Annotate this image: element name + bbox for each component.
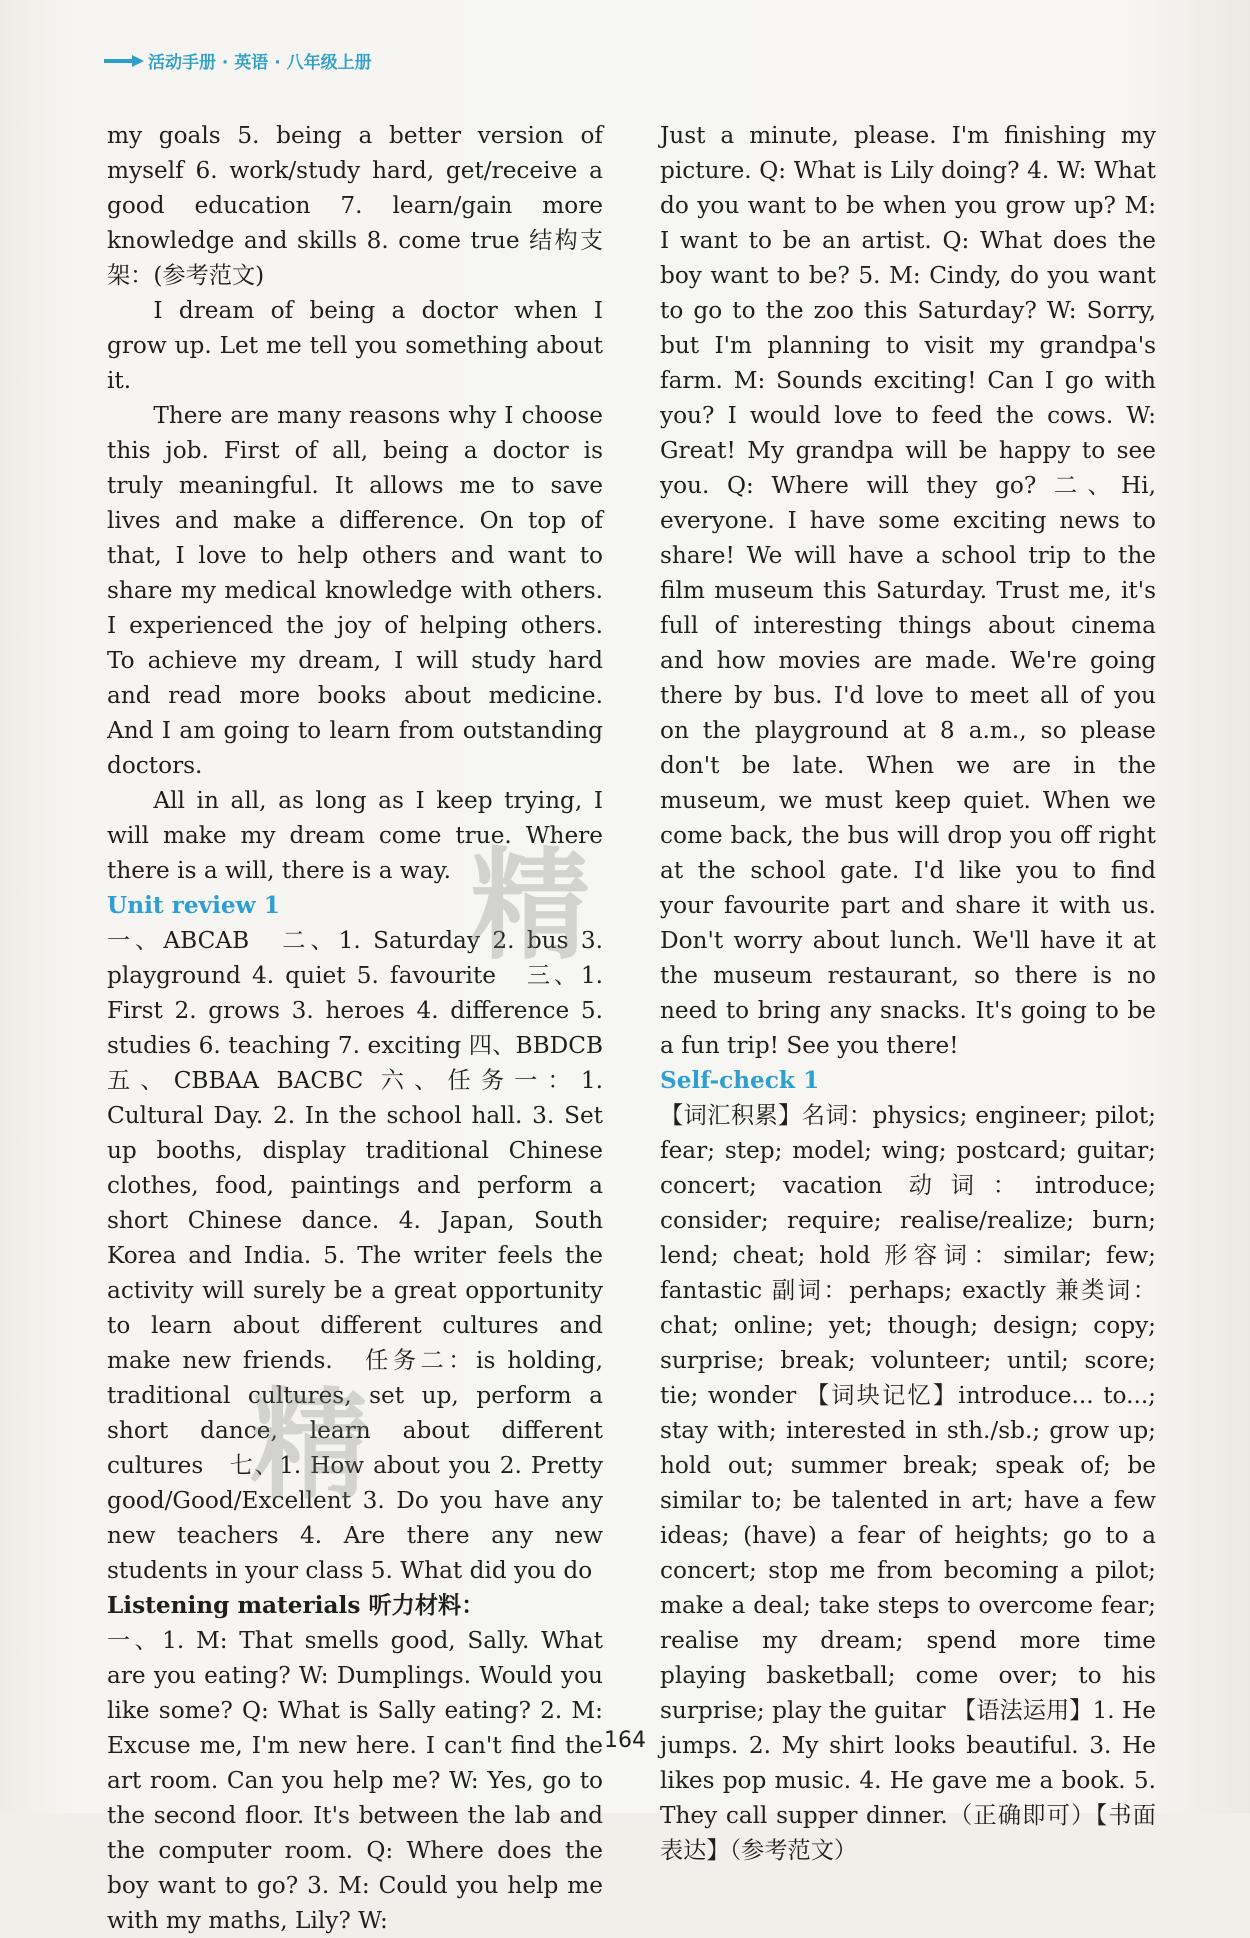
- essay-paragraph-body: There are many reasons why I choose this job. First of all, being a doctor is truly meaningful. It allows me to save lives and make a difference. On top of that, I love to help others and want to share my medical knowledge with others. I experienced the joy of helping others. To achieve my dream, I will study hard and read more books about medicine. And I am going to learn from outstanding doctors.: [107, 402, 603, 779]
- left-column: [107, 118, 603, 1938]
- running-header: [104, 48, 372, 73]
- essay-paragraph-conclusion: All in all, as long as I keep trying, I will make my dream come true. Where there is a will, there is a way.: [107, 787, 603, 884]
- header-title: 活动手册 · 英语 · 八年级上册: [148, 53, 372, 73]
- listening-materials-text: 一、1. M: That smells good, Sally. What are you eating? W: Dumplings. Would you like some? Q: What is Sally eating? 2. M: Excuse me, I'm new here. I can't find the art room. Can you help me? W: Yes, go to the second floor. It's between the lab and the computer room. Q: Where does the boy want to go? 3. M: Could you help me with my maths, Lily? W:: [107, 1627, 603, 1934]
- page-number: 164: [604, 1728, 646, 1753]
- arrow-right-icon: [104, 55, 144, 67]
- listening-continued-text: Just a minute, please. I'm finishing my picture. Q: What is Lily doing? 4. W: What do you want to be when you grow up? M: I want to be an artist. Q: What does the boy want to be? 5. M: Cindy, do you want to go to the zoo this Saturday? W: Sorry, but I'm planning to visit my grandpa's farm. M: Sounds exciting! Can I go with you? I would love to feed the cows. W: Great! My grandpa will be happy to see you. Q: Where will they go? 二、Hi, everyone. I have some exciting news to share! We will have a school trip to the film museum this Saturday. Trust me, it's full of interesting things about cinema and how movies are made. We're going there by bus. I'd love to meet all of you on the playground at 8 a.m., so please don't be late. When we are in the museum, we must keep quiet. When we come back, the bus will drop you off right at the school gate. I'd like you to find your favourite part and share it with us. Don't worry about lunch. We'll have it at the museum restaurant, so there is no need to bring any snacks. It's going to be a fun trip! See you there!: [660, 122, 1156, 1059]
- unit-review-title: Unit review 1: [107, 892, 280, 919]
- watermark-mark: 精: [250, 1377, 374, 1516]
- self-check-answers: 【词汇积累】名词：physics; engineer; pilot; fear; step; model; wing; postcard; guitar; concert; vacation 动词：introduce; consider; require; realise/realize; burn; lend; cheat; hold 形容词：similar; few; fantastic 副词：perhaps; exactly 兼类词：chat; online; yet; though; design; copy; surprise; break; volunteer; until; score; tie; wonder 【词块记忆】introduce... to...; stay with; interested in sth./sb.; grow up; hold out; summer break; speak of; be similar to; be talented in art; have a few ideas; (have) a fear of heights; go to a concert; stop me from becoming a pilot; make a deal; take steps to overcome fear; realise my dream; spend more time playing basketball; come over; to his surprise; play the guitar 【语法运用】1. He jumps. 2. My shirt looks beautiful. 3. He likes pop music. 4. He gave me a book. 5. They call supper dinner.（正确即可）【书面表达】（参考范文）: [660, 1102, 1156, 1864]
- listening-materials-title: Listening materials 听力材料：: [107, 1592, 485, 1619]
- watermark-mark: 精: [470, 837, 594, 976]
- essay-paragraph-intro: I dream of being a doctor when I grow up. Let me tell you something about it.: [107, 297, 603, 394]
- self-check-title: Self-check 1: [660, 1067, 820, 1094]
- unit-review-answers: 一、ABCAB 二、1. Saturday 2. bus 3. playground 4. quiet 5. favourite 三、1. First 2. grows 3. heroes 4. difference 5. studies 6. teaching 7. exciting 四、BBDCB 五、CBBAA BACBC 六、任务一：1. Cultural Day. 2. In the school hall. 3. Set up booths, display traditional Chinese clothes, food, paintings and perform a short Chinese dance. 4. Japan, South Korea and India. 5. The writer feels the activity will surely be a great opportunity to learn about different cultures and make new friends. 任务二：is holding, traditional cultures, set up, perform a short dance, learn about different cultures 七、1. How about you 2. Pretty good/Good/Excellent 3. Do you have any new teachers 4. Are there any new students in your class 5. What did you do: [107, 927, 603, 1584]
- left-paragraph-1: my goals 5. being a better version of myself 6. work/study hard, get/receive a good education 7. learn/gain more knowledge and skills 8. come true 结构支架：(参考范文): [107, 122, 603, 289]
- right-column: [660, 118, 1156, 1868]
